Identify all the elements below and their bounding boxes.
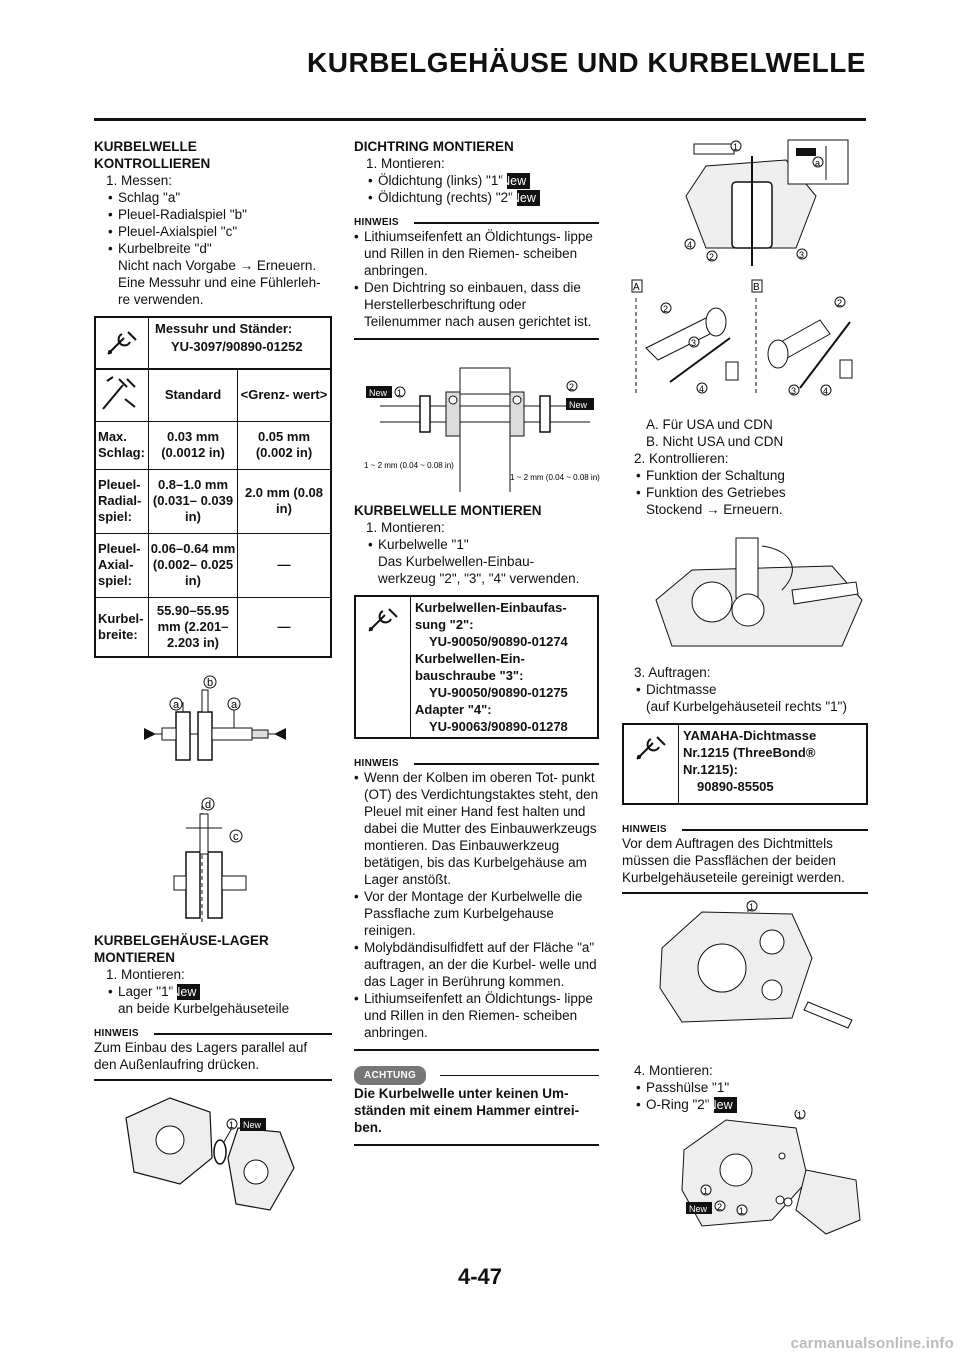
note-bullet: • Lithiumseifenfett an Öldichtungs- lippe und Rillen in den Riemen- scheiben anbringen.	[354, 990, 599, 1041]
divider	[94, 1079, 332, 1081]
svg-text:2: 2	[837, 298, 843, 308]
crankshaft-runout-figure	[140, 672, 290, 772]
step: 3. Auftragen:	[634, 665, 711, 680]
crankcase-bearing-figure	[120, 1088, 300, 1218]
hinweis-header: HINWEIS	[622, 819, 868, 835]
bullet-item: • Pleuel-Axialspiel "c"	[94, 223, 332, 240]
wrench-icon	[96, 318, 149, 368]
watermark: carmanualsonline.info	[790, 1335, 954, 1352]
warning-text: Die Kurbelwelle unter keinen Um- ständen mit einem Hammer eintrei- ben.	[354, 1085, 580, 1135]
new-badge: New	[369, 388, 388, 398]
section-heading: KURBELGEHÄUSE-LAGER	[94, 933, 269, 948]
svg-text:1: 1	[749, 902, 755, 912]
label-d: d	[205, 799, 212, 811]
row-label: Max. Schlag:	[95, 421, 149, 469]
svg-text:3: 3	[691, 338, 697, 348]
divider	[622, 892, 868, 894]
row-label: Pleuel- Axial- spiel:	[95, 533, 149, 597]
oil-seal-figure	[360, 362, 600, 498]
transmission-figure	[652, 530, 866, 650]
bullet-item: • Funktion des Getriebes	[622, 484, 868, 501]
bullet-item: • Schlag "a"	[94, 189, 332, 206]
label-a: a	[231, 699, 238, 711]
dim-right: 1 ~ 2 mm (0.04 ~ 0.08 in)	[510, 473, 600, 482]
text-line: an beide Kurbelgehäuseteile	[118, 1001, 290, 1016]
new-badge: New	[177, 984, 200, 1000]
column-right-middle	[622, 664, 868, 894]
row-label: Pleuel- Radial- spiel:	[95, 469, 149, 533]
column-right-top	[622, 416, 868, 518]
bullet-item: • Dichtmasse	[622, 681, 868, 698]
section-heading: KURBELWELLE MONTIEREN	[354, 503, 542, 518]
tool-box	[94, 316, 332, 368]
text-line: Eine Messuhr und eine Fühlerleh-	[118, 275, 321, 290]
svg-text:2: 2	[717, 1202, 723, 1212]
table-row	[95, 469, 331, 533]
svg-text:1: 1	[797, 1110, 803, 1120]
col-header-standard: Standard	[149, 369, 238, 421]
svg-text:2: 2	[709, 252, 715, 262]
sealant-line: Nr.1215):	[683, 762, 738, 777]
page-number: 4-47	[457, 1264, 503, 1289]
crankshaft-installer-figure	[676, 136, 866, 266]
tool-box	[354, 595, 599, 739]
svg-text:2: 2	[663, 304, 669, 314]
step: 1. Montieren:	[366, 156, 445, 171]
note-bullet: • Molybdändisulfidfett auf der Fläche "a" auftragen, an der die Kurbel- welle und das Lager in Berührung kommen.	[354, 939, 599, 990]
caption-a: A. Für USA und CDN	[646, 417, 773, 432]
label-c: c	[233, 831, 239, 843]
text-line: werkzeug "2", "3", "4" verwenden.	[378, 571, 580, 586]
svg-text:2: 2	[569, 382, 575, 392]
text-line: Das Kurbelwellen-Einbau-	[378, 554, 535, 569]
tool-line: Kurbelwellen-Ein-	[415, 651, 525, 666]
svg-text:4: 4	[823, 386, 829, 396]
new-badge: New	[714, 1097, 737, 1113]
note-bullet: • Den Dichtring so einbauen, dass die Herstellerbeschriftung oder Teilenummer nach ausen gerichtet ist.	[354, 279, 599, 330]
sealant-line: YAMAHA-Dichtmasse	[683, 728, 817, 743]
wrench-icon	[356, 597, 411, 737]
svg-text:3: 3	[799, 250, 805, 260]
sealant-box	[622, 723, 868, 805]
row-label: Kurbel- breite:	[95, 597, 149, 657]
note-text: Vor dem Auftragen des Dichtmittels müssen die Passflächen der beiden Kurbelgehäuseteile gereinigt werden.	[622, 836, 845, 885]
bullet-item: • Pleuel-Radialspiel "b"	[94, 206, 332, 223]
table-row	[95, 597, 331, 657]
row-standard: 0.06–0.64 mm (0.002– 0.025 in)	[149, 533, 238, 597]
text-line: re verwenden.	[118, 292, 204, 307]
step: 2. Kontrollieren:	[634, 451, 729, 466]
row-limit: —	[238, 533, 332, 597]
sealant-crankcase-figure	[652, 898, 866, 1030]
tool-line: YU-90050/90890-01274	[429, 634, 568, 649]
caption-b: B. Nicht USA und CDN	[646, 434, 784, 449]
section-heading: KURBELWELLE	[94, 139, 197, 154]
sealant-number: 90890-85505	[697, 779, 774, 794]
label-a: a	[173, 699, 180, 711]
divider	[354, 1049, 599, 1051]
tool-line: Adapter "4":	[415, 702, 492, 717]
bearing-section	[94, 932, 332, 1081]
step: 1. Montieren:	[366, 520, 445, 535]
new-badge: New	[507, 173, 530, 189]
hinweis-header: HINWEIS	[354, 212, 599, 228]
installer-tool-variants-figure	[630, 278, 864, 400]
text-line: Stockend → Erneuern.	[646, 502, 783, 517]
hinweis-header: HINWEIS	[94, 1023, 332, 1039]
new-badge: New	[689, 1204, 708, 1214]
svg-text:1: 1	[739, 1206, 745, 1216]
new-badge: New	[569, 400, 588, 410]
bullet-item: • Kurbelwelle "1"	[354, 536, 599, 553]
tool-label: Messuhr und Ständer:	[155, 321, 293, 336]
bullet-item: • Öldichtung (links) "1"New	[354, 172, 599, 189]
svg-text:1: 1	[703, 1186, 709, 1196]
bullet-item: • Passhülse "1"	[622, 1079, 868, 1096]
tool-line: bauschraube "3":	[415, 668, 524, 683]
tool-line: YU-90063/90890-01278	[429, 719, 568, 734]
tool-number: YU-3097/90890-01252	[171, 339, 303, 354]
note-bullet: • Lithiumseifenfett an Öldichtungs- lippe und Rillen in den Riemen- scheiben anbringen.	[354, 228, 599, 279]
svg-text:4: 4	[699, 384, 705, 394]
column-left	[94, 138, 332, 658]
svg-text:3: 3	[791, 386, 797, 396]
column-right-bottom	[622, 1062, 868, 1113]
svg-text:4: 4	[687, 240, 693, 250]
section-heading: KONTROLLIEREN	[94, 156, 211, 171]
label-b: b	[207, 677, 214, 689]
label-A: A	[633, 282, 640, 293]
crank-width-figure	[150, 796, 260, 926]
bullet-item: • O-Ring "2"New	[622, 1096, 868, 1113]
table-row	[95, 421, 331, 469]
new-badge: New	[243, 1120, 262, 1130]
title-rule	[94, 118, 866, 121]
tool-line: sung "2":	[415, 617, 474, 632]
table-row	[95, 533, 331, 597]
step: 1. Montieren:	[106, 967, 185, 982]
row-standard: 0.8–1.0 mm (0.031– 0.039 in)	[149, 469, 238, 533]
column-middle	[354, 138, 599, 340]
row-standard: 0.03 mm (0.0012 in)	[149, 421, 238, 469]
hinweis-header: HINWEIS	[354, 753, 599, 769]
text-line: (auf Kurbelgehäuseteil rechts "1")	[646, 699, 847, 714]
achtung-badge: ACHTUNG	[354, 1066, 426, 1085]
section-heading: MONTIEREN	[94, 950, 175, 965]
section-heading: DICHTRING MONTIEREN	[354, 139, 514, 154]
bullet-item: • Lager "1"New	[94, 983, 332, 1000]
bullet-item: • Funktion der Schaltung	[622, 467, 868, 484]
dowel-oring-figure	[676, 1110, 866, 1236]
col-header-limit: <Grenz- wert>	[238, 369, 332, 421]
note-bullet: • Wenn der Kolben im oberen Tot- punkt (OT) des Verdichtungstaktes steht, den Pleuel mit einer Hand fest halten und dabei die Mutter des Einbauwerkzeugs montieren. Das Einbauwerkzeug betätigen, bis das Kurbelgehäuse am Lager anstößt.	[354, 769, 599, 888]
step: 4. Montieren:	[634, 1063, 713, 1078]
new-badge: New	[517, 190, 540, 206]
label-1: 1	[229, 1120, 235, 1130]
page-title: KURBELGEHÄUSE UND KURBELWELLE	[307, 47, 866, 78]
tool-list	[411, 597, 597, 737]
row-standard: 55.90–55.95 mm (2.201– 2.203 in)	[149, 597, 238, 657]
bullet-item: • Kurbelbreite "d"	[94, 240, 332, 257]
bullet-item: • Öldichtung (rechts) "2"New	[354, 189, 599, 206]
dim-left: 1 ~ 2 mm (0.04 ~ 0.08 in)	[364, 461, 454, 470]
tool-line: Kurbelwellen-Einbaufas-	[415, 600, 567, 615]
step: 1. Messen:	[106, 173, 173, 188]
svg-text:a: a	[815, 158, 821, 168]
svg-text:1: 1	[397, 388, 403, 398]
note-bullet: • Vor der Montage der Kurbelwelle die Passflache zum Kurbelgehause reinigen.	[354, 888, 599, 939]
label-B: B	[753, 282, 760, 293]
divider	[354, 338, 599, 340]
spec-icon	[95, 369, 149, 421]
wrench-icon	[624, 725, 679, 803]
row-limit: 2.0 mm (0.08 in)	[238, 469, 332, 533]
crankshaft-install-section	[354, 502, 599, 1146]
row-limit: —	[238, 597, 332, 657]
divider	[354, 1144, 599, 1146]
svg-text:1: 1	[733, 142, 739, 152]
achtung-header	[354, 1065, 599, 1085]
note-text: Zum Einbau des Lagers parallel auf den Außenlaufring drücken.	[94, 1040, 308, 1072]
row-limit: 0.05 mm (0.002 in)	[238, 421, 332, 469]
spec-table	[94, 368, 332, 658]
tool-line: YU-90050/90890-01275	[429, 685, 568, 700]
text-line: Nicht nach Vorgabe → Erneuern.	[118, 258, 317, 273]
sealant-line: Nr.1215 (ThreeBond®	[683, 745, 816, 760]
